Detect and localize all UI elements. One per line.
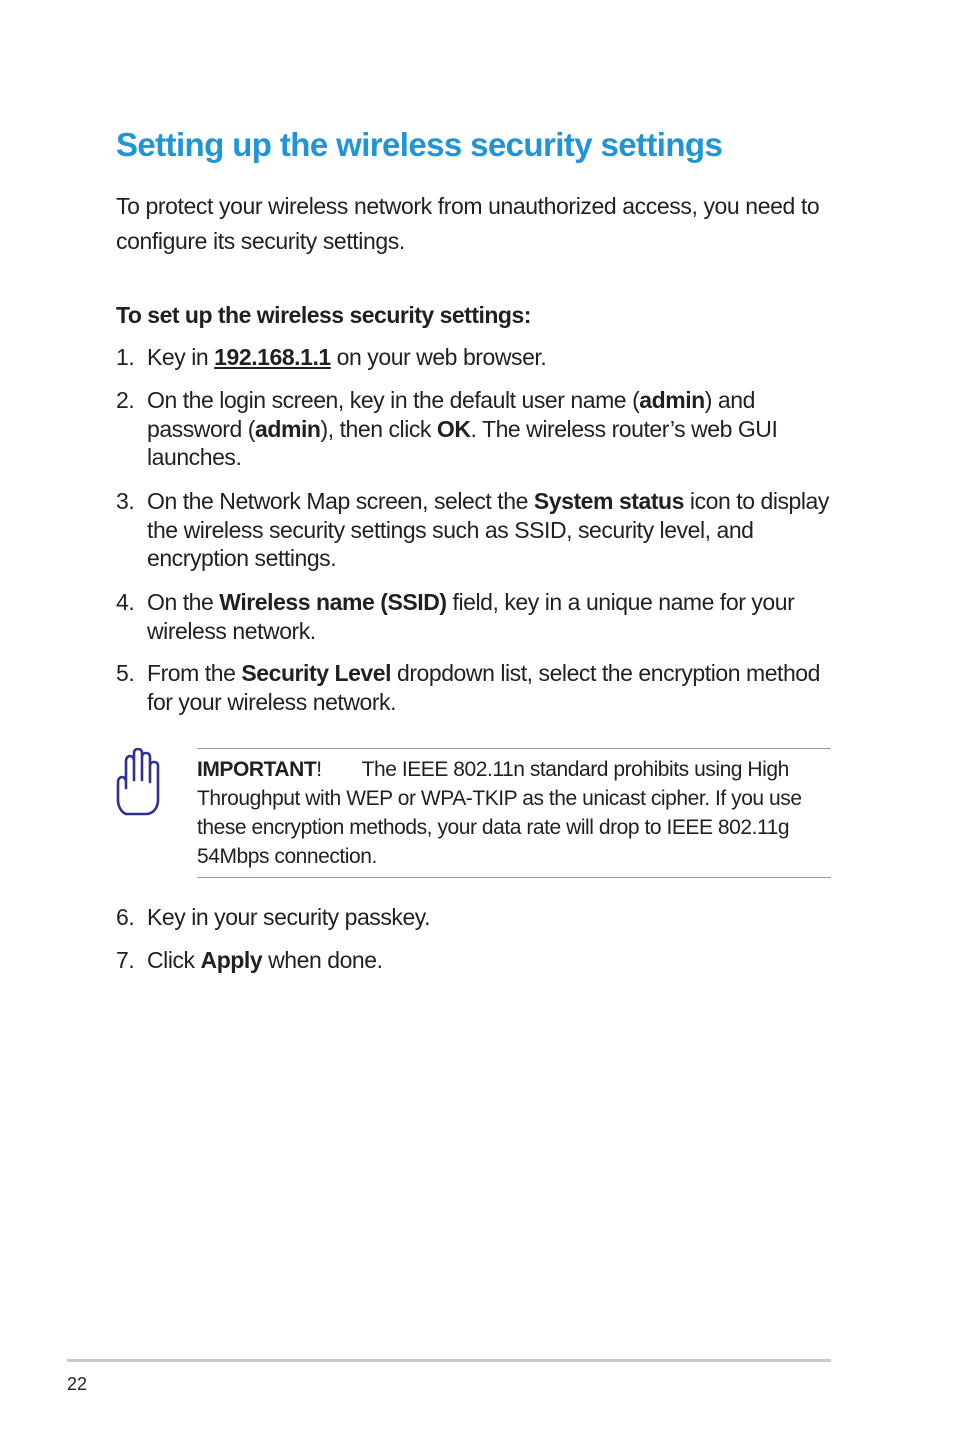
intro-paragraph: To protect your wireless network from unauthorized access, you need to configure its security settings. (116, 193, 820, 254)
step-4 (116, 588, 836, 645)
step-number: 7. (116, 947, 135, 973)
raised-hand-icon (112, 748, 162, 816)
step-number: 6. (116, 904, 135, 930)
note-text: IMPORTANT! The IEEE 802.11n standard prohibits using High Throughput with WEP or WPA-TKIP as the unicast cipher. If you use these encryption methods, your data rate will drop to IEEE 802.11g 54Mbps connection. (197, 758, 802, 868)
step-3 (116, 487, 836, 573)
step-text: On the Wireless name (SSID) field, key in a unique name for your wireless network. (147, 589, 795, 644)
page-number: 22 (67, 1374, 88, 1394)
step-5 (116, 659, 836, 716)
step-number: 1. (116, 344, 135, 370)
step-text: On the login screen, key in the default user name (admin) and password (admin), then click OK. The wireless router’s web GUI launches. (147, 387, 778, 470)
step-text: From the Security Level dropdown list, select the encryption method for your wireless network. (147, 660, 820, 715)
page-title: Setting up the wireless security settings (116, 126, 723, 163)
footer-divider (67, 1359, 831, 1362)
step-number: 3. (116, 488, 135, 514)
step-text: Key in your security passkey. (147, 904, 431, 930)
step-1 (116, 343, 836, 372)
step-2 (116, 386, 836, 472)
step-text: Key in 192.168.1.1 on your web browser. (147, 344, 547, 370)
apply-label: Apply (200, 947, 263, 973)
note-body: The IEEE 802.11n standard prohibits using High Throughput with WEP or WPA-TKIP as the unicast cipher. If you use these encryption methods, your data rate will drop to IEEE 802.11g 54Mbps connection. (197, 758, 802, 868)
step-number: 4. (116, 589, 135, 615)
router-ip-address: 192.168.1.1 (214, 344, 331, 370)
important-note (197, 748, 831, 878)
note-label: IMPORTANT (197, 758, 317, 781)
step-text: On the Network Map screen, select the System status icon to display the wireless security settings such as SSID, security level, and encryption settings. (147, 488, 829, 571)
procedure-heading: To set up the wireless security settings: (116, 302, 531, 328)
step-number: 2. (116, 387, 135, 413)
step-number: 5. (116, 660, 135, 686)
step-7 (116, 946, 836, 975)
step-text: Click Apply when done. (147, 947, 383, 973)
step-6 (116, 903, 836, 932)
